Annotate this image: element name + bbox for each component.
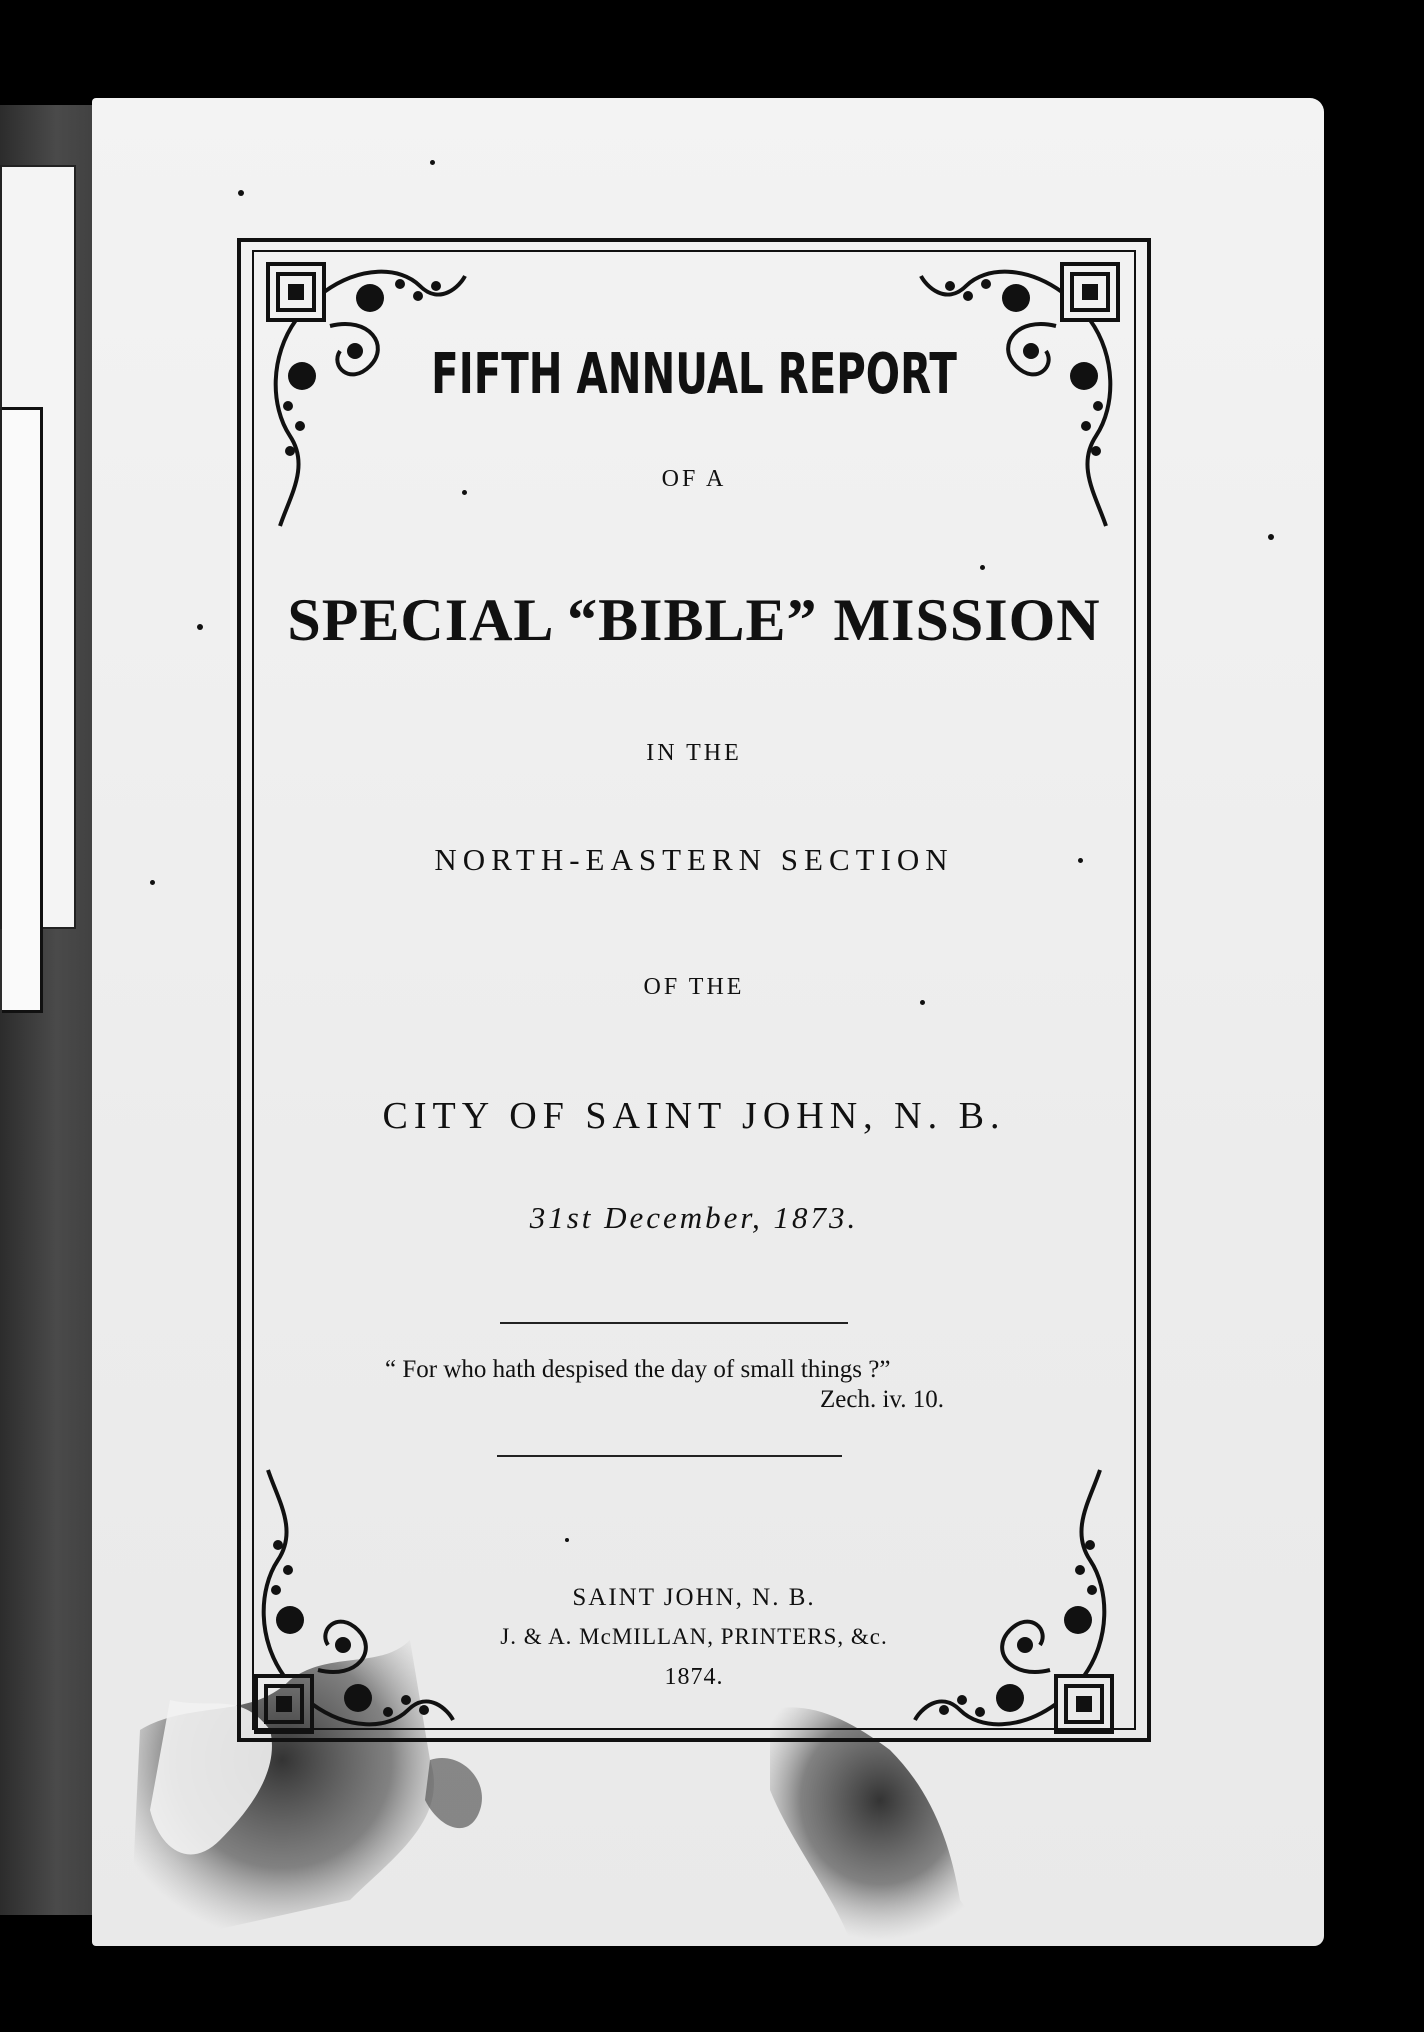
cover-label-border (2, 407, 43, 1013)
ink-speck (462, 490, 467, 495)
ink-speck (980, 565, 985, 570)
divider-rule-bottom (497, 1455, 842, 1457)
report-title: FIFTH ANNUAL REPORT (431, 342, 957, 407)
of-a-line: OF A (661, 466, 727, 492)
in-the-line: IN THE (646, 740, 742, 766)
of-the-line: OF THE (643, 974, 745, 1000)
imprint-printer: J. & A. McMILLAN, PRINTERS, &c. (500, 1624, 888, 1649)
ink-speck (565, 1538, 569, 1542)
mission-title: SPECIAL “BIBLE” MISSION (287, 587, 1101, 653)
section-line: NORTH-EASTERN SECTION (434, 842, 954, 877)
ink-speck (1078, 858, 1083, 863)
ink-speck (197, 624, 203, 630)
ink-speck (430, 160, 435, 165)
imprint-place: SAINT JOHN, N. B. (572, 1584, 816, 1611)
city-line: CITY OF SAINT JOHN, N. B. (382, 1095, 1006, 1137)
ink-speck (920, 1000, 925, 1005)
ink-speck (238, 190, 244, 196)
scripture-quote: “ For who hath despised the day of small things ?” (385, 1356, 891, 1383)
cover-label (0, 165, 76, 929)
scripture-citation: Zech. iv. 10. (820, 1386, 945, 1413)
report-date: 31st December, 1873. (529, 1200, 859, 1235)
ink-speck (1268, 534, 1274, 540)
divider-rule-top (500, 1322, 848, 1324)
imprint-year: 1874. (664, 1664, 724, 1690)
ink-speck (150, 880, 155, 885)
